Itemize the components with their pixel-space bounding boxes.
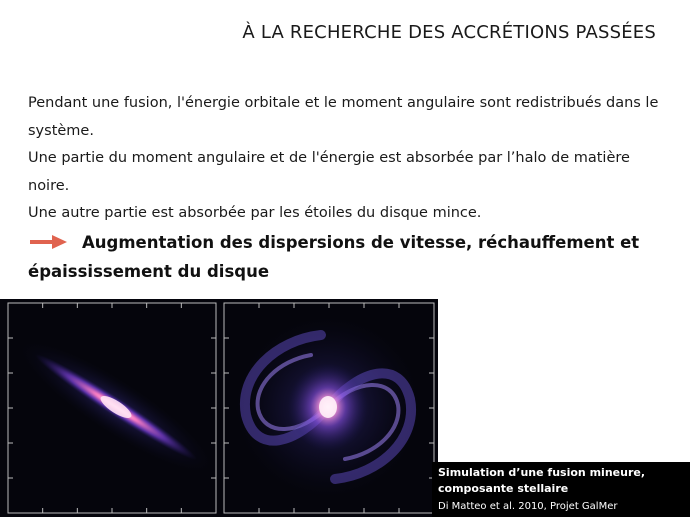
caption-title: Simulation d’une fusion mineure, composante stellaire [438, 466, 646, 495]
right-arrow-icon [28, 234, 68, 250]
slide-title: À LA RECHERCHE DES ACCRÉTIONS PASSÉES [242, 22, 656, 43]
paragraph-halo: Une partie du moment angulaire et de l'énergie est absorbée par l’halo de matière noire. [28, 150, 630, 194]
caption-credit: Di Matteo et al. 2010, Projet GalMer [438, 501, 618, 512]
body-text [28, 90, 668, 228]
paragraph-fusion: Pendant une fusion, l'énergie orbitale et le moment angulaire sont redistribués dans le système. [28, 95, 659, 139]
paragraph-disk: Une autre partie est absorbée par les étoiles du disque mince. [28, 205, 482, 221]
conclusion-line [28, 228, 668, 286]
figure-caption [432, 462, 690, 517]
conclusion-text: Augmentation des dispersions de vitesse, réchauffement et épaississement du disque [28, 233, 640, 281]
face-on-spiral [236, 317, 420, 497]
galaxy-simulation-image [0, 299, 438, 517]
